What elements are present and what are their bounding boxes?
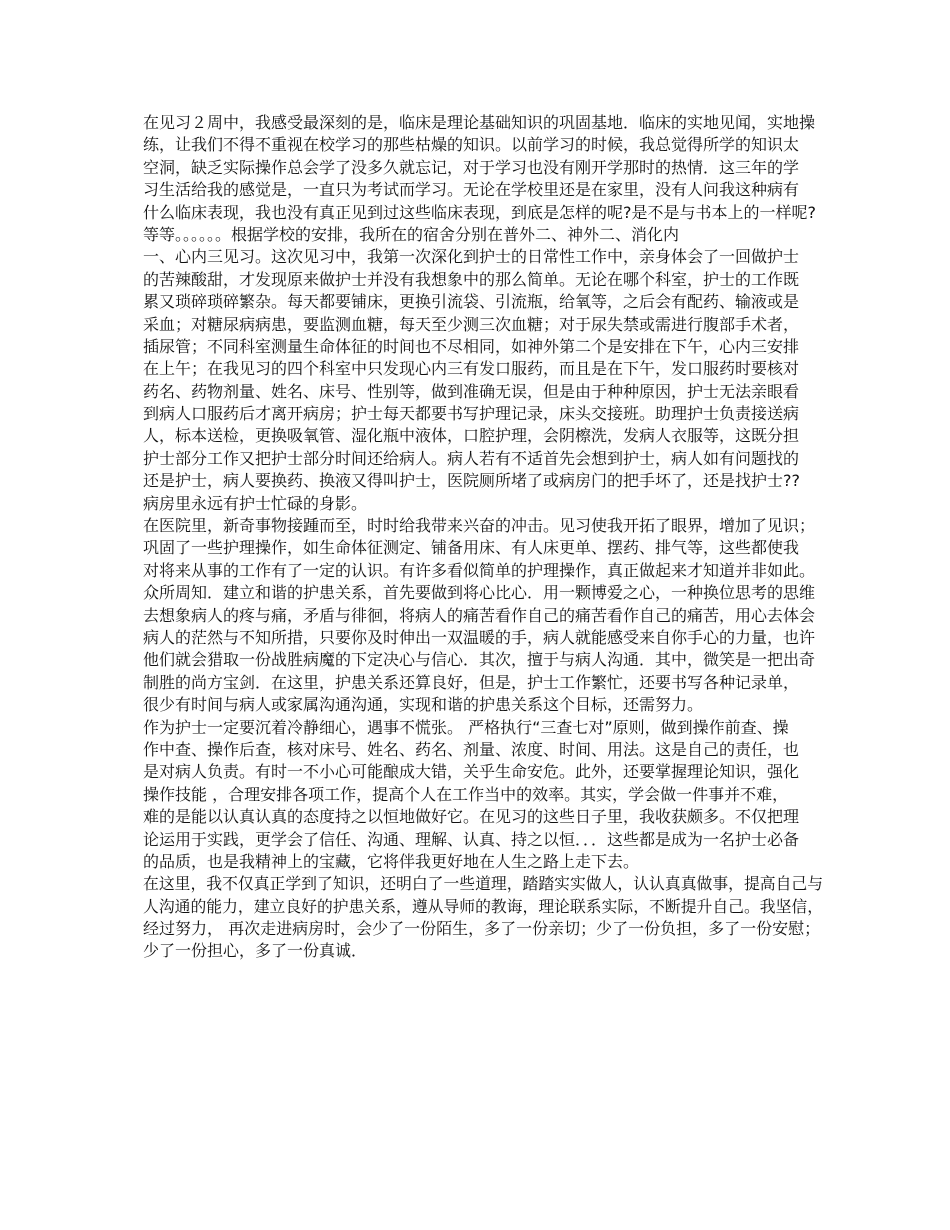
text-line: 护士部分工作又把护士部分时间还给病人。病人若有不适首先会想到护士，病人如有问题找的 (143, 448, 800, 468)
text-line: 作中查、操作后查，核对床号、姓名、药名、剂量、浓度、时间、用法。这是自己的责任，也 (143, 739, 800, 759)
text-line: 对将来从事的工作有了一定的认识。有许多看似简单的护理操作，真正做起来才知道并非如此。 (143, 560, 816, 580)
text-line: 是对病人负责。有时一不小心可能酿成大错，关乎生命安危。此外，还要掌握理论知识，强化 (143, 762, 800, 782)
text-line: 难的是能以认真认真的态度持之以恒地做好它。在见习的这些日子里，我收获颇多。不仅把理 (143, 807, 800, 827)
text-line: 还是护士，病人要换药、换液又得叫护士，医院厕所堵了或病房门的把手坏了，还是找护士?? (143, 471, 800, 491)
text-line: 在见习２周中，我感受最深刻的是，临床是理论基础知识的巩固基地．临床的实地见闻，实地操 (143, 113, 816, 132)
text-line: 药名、药物剂量、姓名、床号、性别等，做到准确无误，但是由于种种原因，护士无法亲眼看 (143, 381, 800, 401)
text-line: 病房里永远有护士忙碌的身影。 (143, 493, 368, 513)
text-line: 采血；对糖尿病病患，要监测血糖，每天至少测三次血糖；对于尿失禁或需进行腹部手术者， (143, 314, 800, 334)
text-line: 累又琐碎琐碎繁杂。每天都要铺床，更换引流袋、引流瓶，给氧等，之后会有配药、输液或是 (143, 292, 800, 312)
text-line: 去想象病人的疼与痛，矛盾与徘徊，将病人的痛苦看作自己的痛苦看作自己的痛苦，用心去体会 (143, 605, 816, 625)
text-line: 什么临床表现，我也没有真正见到过这些临床表现，到底是怎样的呢?是不是与书本上的一样呢? (143, 202, 816, 222)
text-line: 的苦辣酸甜，才发现原来做护士并没有我想象中的那么简单。无论在哪个科室，护士的工作既 (143, 269, 800, 289)
text-line: 操作技能 ，合理安排各项工作，提高个人在工作当中的效率。其实，学会做一件事并不难， (143, 784, 789, 804)
text-line: 巩固了一些护理操作，如生命体征测定、铺备用床、有人床更单、摆药、排气等，这些都使我 (143, 538, 800, 558)
text-line: 人沟通的能力，建立良好的护患关系，遵从导师的教诲，理论联系实际，不断提升自己。我坚信， (143, 896, 824, 916)
text-line: 制胜的尚方宝剑．在这里，护患关系还算良好，但是，护士工作繁忙，还要书写各种记录单， (143, 672, 800, 692)
text-line: 他们就会猎取一份战胜病魔的下定决心与信心．其次，擅于与病人沟通．其中，微笑是一把出奇 (143, 650, 816, 670)
text-line: 在医院里，新奇事物接踵而至，时时给我带来兴奋的冲击。见习使我开拓了眼界，增加了见识； (143, 516, 816, 536)
text-line: 一、心内三见习。这次见习中，我第一次深化到护士的日常性工作中，亲身体会了一回做护士 (143, 247, 800, 267)
text-line: 少了一份担心，多了一份真诚． (143, 941, 368, 961)
text-line: 作为护士一定要沉着冷静细心，遇事不慌张。 严格执行“三查七对”原则，做到操作前查、操 (143, 717, 789, 737)
text-line: 人，标本送检，更换吸氧管、湿化瓶中液体，口腔护理，会阴檫洗，发病人衣服等，这既分担 (143, 426, 800, 446)
document-body (143, 112, 823, 963)
text-line: 空洞，缺乏实际操作总会学了没多久就忘记，对于学习也没有刚开学那时的热情．这三年的学 (143, 157, 800, 177)
text-line: 在这里，我不仅真正学到了知识，还明白了一些道理，踏踏实实做人，认认真真做事，提高自己与 (143, 874, 824, 894)
text-line: 论运用于实践，更学会了信任、沟通、理解、认真、持之以恒．．．这些都是成为一名护士必备 (143, 829, 800, 849)
text-line: 的品质，也是我精神上的宝藏，它将伴我更好地在人生之路上走下去。 (143, 851, 640, 871)
text-line: 经过努力， 再次走进病房时，会少了一份陌生，多了一份亲切；少了一份负担，多了一份安慰； (143, 919, 821, 939)
text-line: 练，让我们不得不重视在校学习的那些枯燥的知识。以前学习的时候，我总觉得所学的知识太 (143, 135, 800, 155)
text-line: 插尿管；不同科室测量生命体征的时间也不尽相同，如神外第二个是安排在下午，心内三安排 (143, 336, 800, 356)
text-line: 到病人口服药后才离开病房；护士每天都要书写护理记录，床头交接班。助理护士负责接送病 (143, 404, 800, 424)
text-line: 等等。。。。。。根据学校的安排，我所在的宿舍分别在普外二、神外二、消化内 (143, 224, 680, 244)
text-line: 习生活给我的感觉是，一直只为考试而学习。无论在学校里还是在家里，没有人问我这种病有 (143, 180, 800, 200)
text-line: 病人的茫然与不知所措，只要你及时伸出一双温暖的手，病人就能感受来自你手心的力量，也许 (143, 627, 816, 647)
text-line: 很少有时间与病人或家属沟通沟通，实现和谐的护患关系这个目标，还需努力。 (143, 695, 704, 715)
text-line: 在上午；在我见习的四个科室中只发现心内三有发口服药，而且是在下午，发口服药时要核对 (143, 359, 800, 379)
text-line: 众所周知．建立和谐的护患关系，首先要做到将心比心．用一颗博爱之心，一种换位思考的思维 (143, 583, 816, 603)
